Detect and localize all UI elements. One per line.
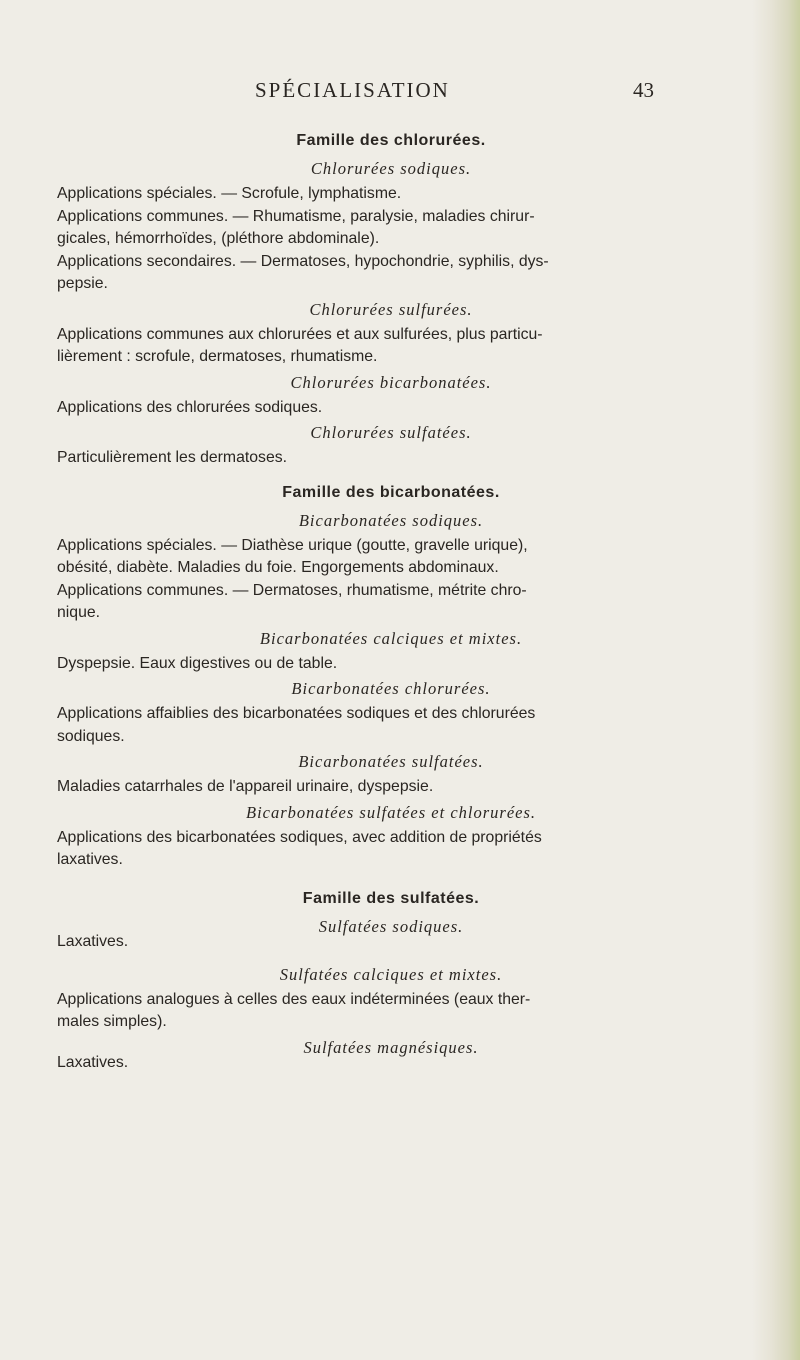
- text-line: pepsie.: [57, 275, 108, 292]
- text-line: Applications communes aux chlorurées et aux sulfurées, plus particu-: [57, 325, 543, 343]
- paragraph: [57, 535, 709, 625]
- paragraph: [57, 324, 709, 369]
- paragraph: [57, 183, 709, 296]
- subheading-sulfatees-sodiques: Sulfatées sodiques.: [318, 916, 464, 936]
- text-line: gicales, hémorrhoïdes, (pléthore abdominale).: [57, 230, 380, 247]
- paragraph: [57, 989, 709, 1034]
- entry-sulfatees-sodiques: [57, 916, 709, 950]
- text-line: Applications des bicarbonatées sodiques, avec addition de propriétés: [57, 828, 542, 846]
- subheading-bicarbonatees-calciques: Bicarbonatées calciques et mixtes.: [259, 628, 523, 648]
- page-header: [0, 78, 800, 108]
- paragraph: [57, 397, 709, 420]
- subheading-bicarbonatees-sodiques: Bicarbonatées sodiques.: [298, 510, 484, 530]
- text-line: obésité, diabète. Maladies du foie. Engorgements abdominaux.: [57, 559, 499, 576]
- page-body: [57, 132, 709, 1071]
- paragraph: [57, 447, 709, 470]
- running-title: SPÉCIALISATION: [255, 78, 450, 102]
- text-line: Applications spéciales. — Scrofule, lymphatisme.: [57, 185, 402, 202]
- text-line: nique.: [57, 604, 101, 621]
- paragraph: [57, 776, 709, 799]
- text-line: Particulièrement les dermatoses.: [57, 449, 288, 466]
- subheading-sulfatees-magnesiques: Sulfatées magnésiques.: [303, 1037, 479, 1057]
- text-line: males simples).: [57, 1013, 167, 1030]
- entry-sulfatees-magnesiques: [57, 1037, 709, 1071]
- text-line: Dyspepsie. Eaux digestives ou de table.: [57, 654, 338, 672]
- text-line: Applications communes. — Rhumatisme, paralysie, maladies chirur-: [57, 207, 535, 225]
- family-heading-sulfatees: Famille des sulfatées.: [302, 889, 480, 907]
- text-line: laxatives.: [57, 851, 123, 868]
- text-line: Applications analogues à celles des eaux indéterminées (eaux ther-: [57, 990, 531, 1008]
- text-line: Applications des chlorurées sodiques.: [57, 398, 323, 416]
- text-line: Maladies catarrhales de l'appareil urinaire, dyspepsie.: [57, 778, 434, 795]
- text-line: Applications spéciales. — Diathèse urique (goutte, gravelle urique),: [57, 536, 528, 554]
- text-line: Applications affaiblies des bicarbonatées sodiques et des chlorurées: [57, 705, 536, 722]
- subheading-bicarbonatees-sulfatees-chlorurees: Bicarbonatées sulfatées et chlorurées.: [245, 802, 537, 822]
- paragraph: [57, 653, 709, 676]
- subheading-chlorurees-bicarbonatees: Chlorurées bicarbonatées.: [290, 372, 492, 392]
- page-edge-shading: [752, 0, 800, 1360]
- text-line: Laxatives.: [57, 1053, 129, 1071]
- subheading-chlorurees-sulfatees: Chlorurées sulfatées.: [310, 423, 472, 442]
- subheading-chlorurees-sulfurees: Chlorurées sulfurées.: [309, 299, 473, 319]
- subheading-chlorurees-sodiques: Chlorurées sodiques.: [310, 159, 472, 178]
- paragraph: [57, 827, 709, 872]
- text-line: sodiques.: [57, 727, 125, 745]
- text-line: Applications secondaires. — Dermatoses, hypochondrie, syphilis, dys-: [57, 252, 549, 270]
- text-line: Laxatives.: [57, 932, 129, 950]
- subheading-bicarbonatees-chlorurees: Bicarbonatées chlorurées.: [291, 679, 491, 698]
- family-heading-chlorurees: Famille des chlorurées.: [296, 132, 486, 149]
- family-heading-bicarbonatees: Famille des bicarbonatées.: [282, 483, 500, 501]
- subheading-sulfatees-calciques: Sulfatées calciques et mixtes.: [279, 964, 503, 984]
- text-line: Applications communes. — Dermatoses, rhumatisme, métrite chro-: [57, 581, 527, 599]
- page-number: 43: [633, 78, 654, 102]
- paragraph: [57, 703, 709, 748]
- text-line: lièrement : scrofule, dermatoses, rhumatisme.: [57, 348, 378, 365]
- subheading-bicarbonatees-sulfatees: Bicarbonatées sulfatées.: [298, 752, 484, 771]
